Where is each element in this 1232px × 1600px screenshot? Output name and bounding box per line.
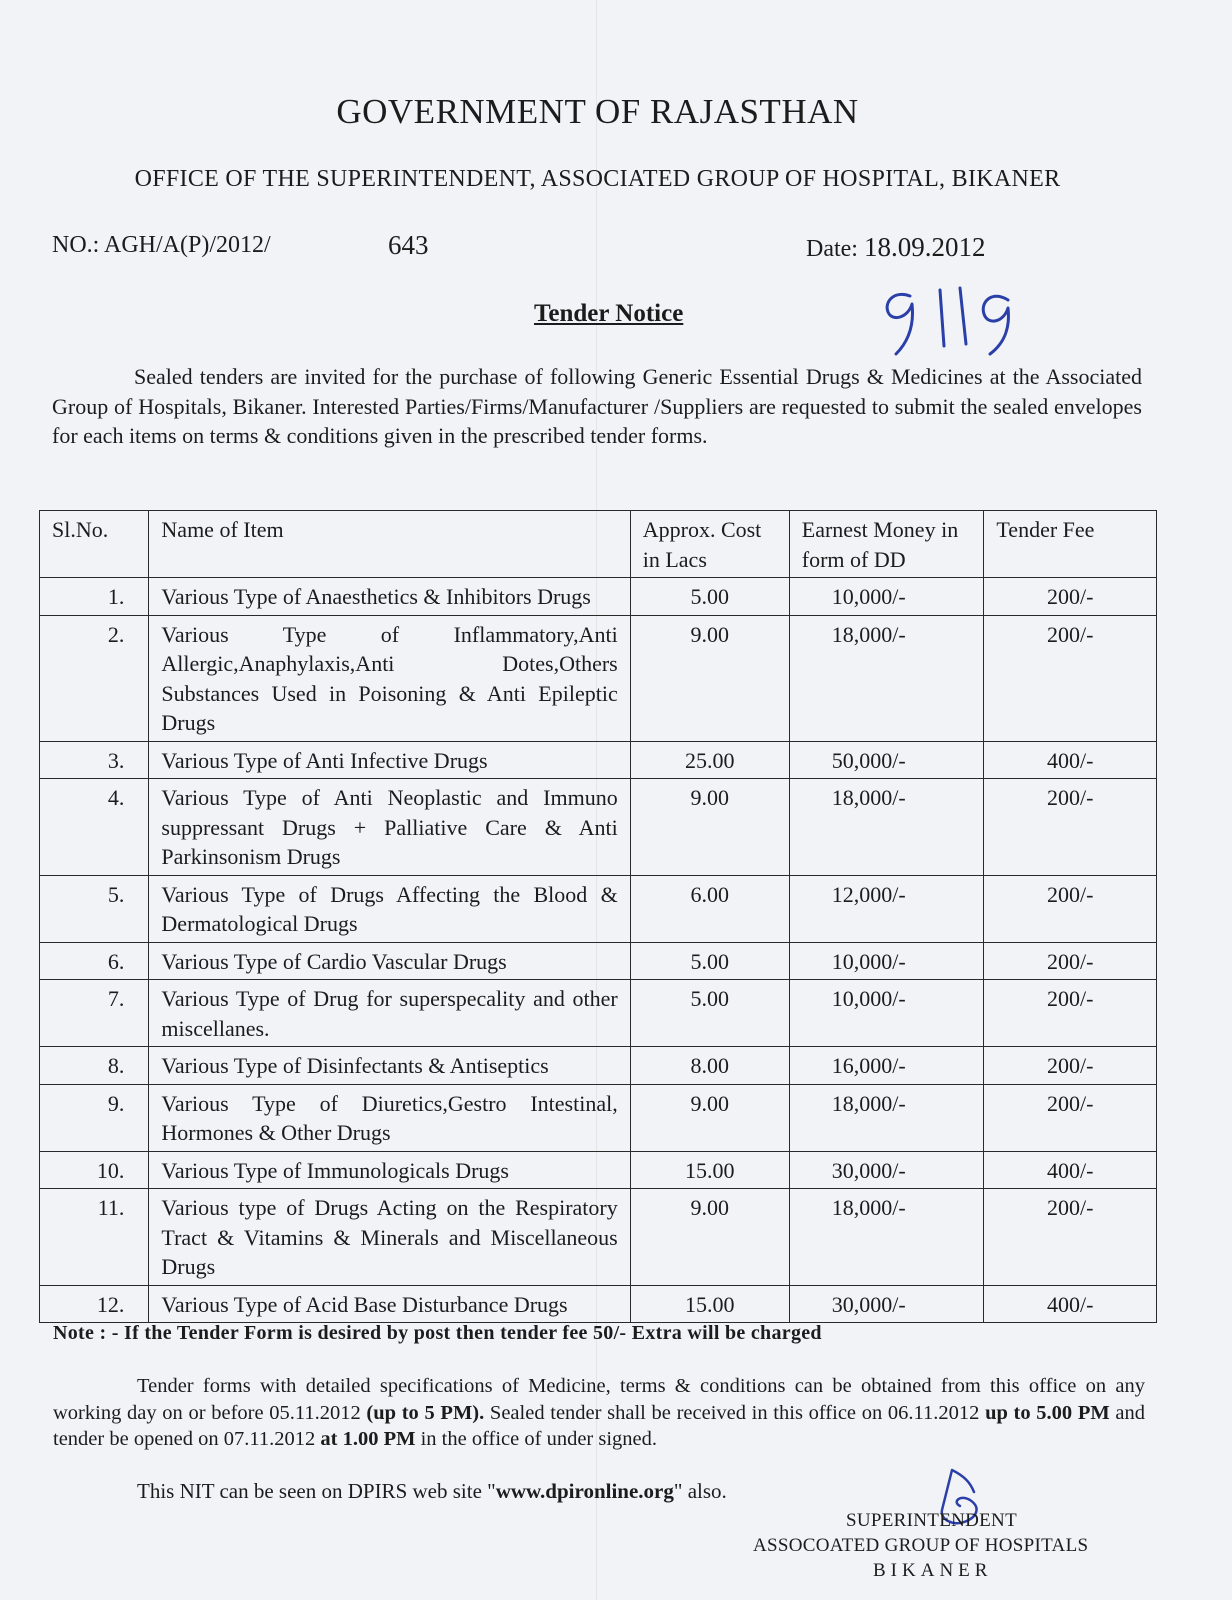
cell-fee: 200/-: [984, 980, 1157, 1047]
cell-cost: 9.00: [630, 1084, 789, 1151]
table-row: [40, 578, 1157, 616]
cell-slno: 7.: [40, 980, 149, 1047]
header-slno: Sl.No.: [40, 511, 149, 578]
terms-bold-2: up to 5.00 PM: [985, 1401, 1110, 1424]
table-row: [40, 741, 1157, 779]
cell-slno: 3.: [40, 741, 149, 779]
website-suffix: " also.: [673, 1479, 727, 1503]
cell-fee: 200/-: [984, 1189, 1157, 1286]
cell-slno: 12.: [40, 1285, 149, 1323]
tender-items-table: [39, 510, 1157, 1323]
cell-name: Various Type of Diuretics,Gestro Intestinal, Hormones & Other Drugs: [149, 1084, 630, 1151]
cell-fee: 200/-: [984, 1084, 1157, 1151]
cell-earnest: 16,000/-: [789, 1047, 984, 1085]
cell-name: Various type of Drugs Acting on the Respiratory Tract & Vitamins & Minerals and Miscellaneous Drugs: [149, 1189, 630, 1286]
postal-note: Note : - If the Tender Form is desired by post then tender fee 50/- Extra will be charged: [53, 1322, 822, 1344]
cell-fee: 400/-: [984, 1151, 1157, 1189]
cell-cost: 5.00: [630, 942, 789, 980]
table-row: [40, 1189, 1157, 1286]
signatory-office: ASSOCOATED GROUP OF HOSPITALS: [753, 1535, 1089, 1556]
table-row: [40, 1151, 1157, 1189]
table-row: [40, 615, 1157, 741]
cell-slno: 8.: [40, 1047, 149, 1085]
header-earnest: Earnest Money in form of DD: [789, 511, 984, 578]
cell-earnest: 18,000/-: [789, 1189, 984, 1286]
terms-bold-3: at 1.00 PM: [320, 1428, 416, 1450]
table-row: [40, 980, 1157, 1047]
date-value: 18.09.2012: [863, 232, 986, 262]
cell-cost: 6.00: [630, 875, 789, 942]
reference-number: 643: [388, 230, 429, 260]
cell-fee: 200/-: [984, 1047, 1157, 1085]
cell-earnest: 18,000/-: [789, 1084, 984, 1151]
intro-text: Sealed tenders are invited for the purchase of following Generic Essential Drugs & Medicines at the Associated Group of Hospitals, Bikaner. Interested Parties/Firms/Manufacturer /Suppliers are requested to submit the sealed envelopes for each items on terms & conditions given in the prescribed tender forms.: [52, 364, 1142, 448]
office-heading: OFFICE OF THE SUPERINTENDENT, ASSOCIATED GROUP OF HOSPITAL, BIKANER: [134, 166, 1061, 192]
terms-text-4: in the office of under signed.: [415, 1428, 658, 1450]
signatory-city: BIKANER: [873, 1560, 993, 1581]
table-header-row: [40, 511, 1157, 578]
terms-text-2: Sealed tender shall be received in this office on 06.11.2012: [484, 1401, 986, 1424]
cell-slno: 11.: [40, 1189, 149, 1286]
terms-paragraph: [53, 1373, 1145, 1453]
cell-cost: 8.00: [630, 1047, 789, 1085]
cell-earnest: 18,000/-: [789, 779, 984, 876]
intro-paragraph: [52, 362, 1142, 451]
cell-fee: 400/-: [984, 1285, 1157, 1323]
signatory-title: SUPERINTENDENT: [846, 1510, 1017, 1531]
header-cost: Approx. Cost in Lacs: [630, 511, 789, 578]
table-row: [40, 942, 1157, 980]
cell-earnest: 30,000/-: [789, 1151, 984, 1189]
cell-cost: 15.00: [630, 1285, 789, 1323]
date-line: [806, 232, 985, 263]
cell-cost: 9.00: [630, 779, 789, 876]
table-row: [40, 875, 1157, 942]
cell-cost: 5.00: [630, 980, 789, 1047]
header-name: Name of Item: [149, 511, 630, 578]
table-row: [40, 779, 1157, 876]
cell-name: Various Type of Anti Infective Drugs: [149, 741, 630, 779]
cell-slno: 6.: [40, 942, 149, 980]
terms-text-3: and tender be opened on 07.11.2012: [53, 1401, 1146, 1450]
terms-text-1: Tender forms with detailed specifications of Medicine, terms & conditions can be obtained from this office on any working day on or before 05.11.2012: [53, 1375, 1145, 1424]
cell-earnest: 10,000/-: [789, 980, 984, 1047]
cell-cost: 9.00: [630, 1189, 789, 1286]
cell-earnest: 30,000/-: [789, 1285, 984, 1323]
cell-cost: 25.00: [630, 741, 789, 779]
cell-name: Various Type of Anti Neoplastic and Immuno suppressant Drugs + Palliative Care & Anti Parkinsonism Drugs: [149, 779, 630, 876]
cell-earnest: 50,000/-: [789, 741, 984, 779]
website-url: www.dpironline.org: [495, 1479, 674, 1503]
cell-name: Various Type of Drugs Affecting the Blood & Dermatological Drugs: [149, 875, 630, 942]
cell-name: Various Type of Drug for superspecality and other miscellanes.: [149, 980, 630, 1047]
cell-earnest: 12,000/-: [789, 875, 984, 942]
table-row: [40, 1047, 1157, 1085]
cell-cost: 5.00: [630, 578, 789, 616]
cell-earnest: 10,000/-: [789, 578, 984, 616]
header-fee: Tender Fee: [984, 511, 1157, 578]
cell-earnest: 10,000/-: [789, 942, 984, 980]
cell-name: Various Type of Acid Base Disturbance Drugs: [149, 1285, 630, 1323]
cell-slno: 5.: [40, 875, 149, 942]
cell-fee: 200/-: [984, 779, 1157, 876]
cell-name: Various Type of Cardio Vascular Drugs: [149, 942, 630, 980]
cell-fee: 200/-: [984, 615, 1157, 741]
cell-slno: 9.: [40, 1084, 149, 1151]
cell-name: Various Type of Anaesthetics & Inhibitors Drugs: [149, 578, 630, 616]
government-heading: GOVERNMENT OF RAJASTHAN: [336, 92, 859, 131]
cell-fee: 200/-: [984, 942, 1157, 980]
cell-fee: 400/-: [984, 741, 1157, 779]
handwritten-number-9119: [880, 282, 1030, 362]
cell-slno: 1.: [40, 578, 149, 616]
terms-bold-1: (up to 5 PM).: [366, 1401, 485, 1424]
cell-slno: 2.: [40, 615, 149, 741]
page-title: Tender Notice: [534, 300, 684, 327]
table-row: [40, 1084, 1157, 1151]
cell-cost: 15.00: [630, 1151, 789, 1189]
cell-name: Various Type of Immunologicals Drugs: [149, 1151, 630, 1189]
reference-label: NO.: AGH/A(P)/2012/: [52, 232, 271, 258]
cell-name: Various Type of Disinfectants & Antiseptics: [149, 1047, 630, 1085]
table-row: [40, 1285, 1157, 1323]
cell-cost: 9.00: [630, 615, 789, 741]
cell-slno: 4.: [40, 779, 149, 876]
date-label: Date:: [806, 236, 864, 262]
website-prefix: This NIT can be seen on DPIRS web site ": [137, 1479, 496, 1503]
cell-fee: 200/-: [984, 875, 1157, 942]
website-line: [137, 1479, 727, 1504]
cell-slno: 10.: [40, 1151, 149, 1189]
cell-fee: 200/-: [984, 578, 1157, 616]
cell-earnest: 18,000/-: [789, 615, 984, 741]
cell-name: Various Type of Inflammatory,Anti Allergic,Anaphylaxis,Anti Dotes,Others Substances Used in Poisoning & Anti Epileptic Drugs: [149, 615, 630, 741]
